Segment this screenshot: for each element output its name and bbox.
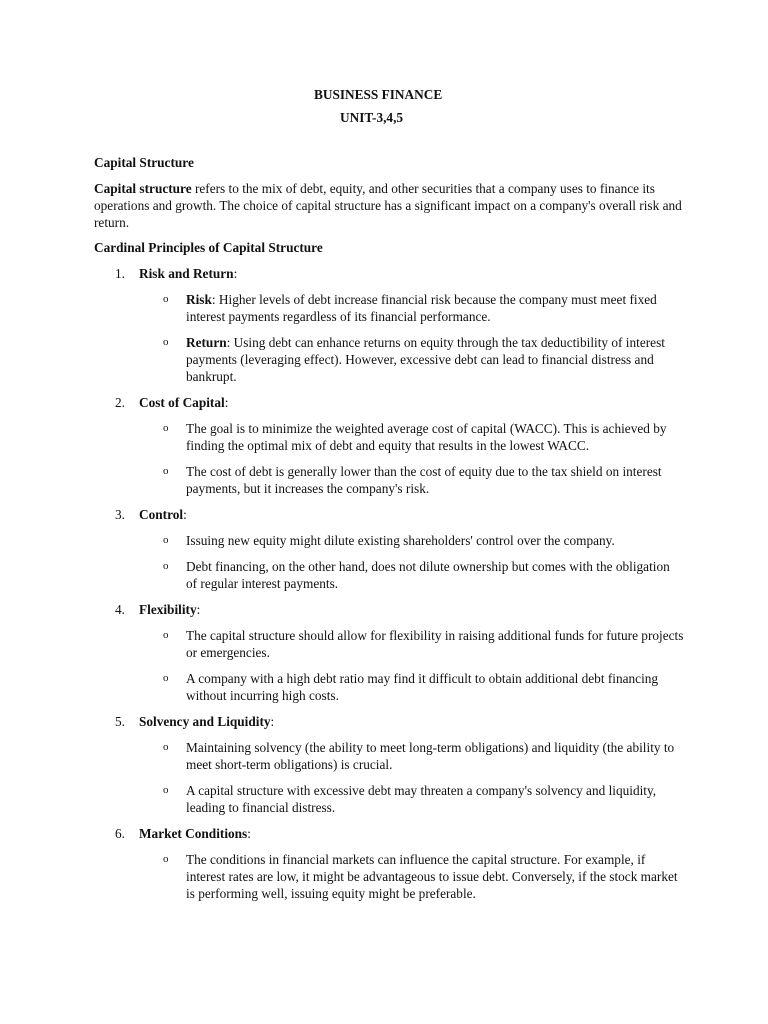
principle-title bbox=[139, 601, 684, 618]
principle-bullets bbox=[139, 739, 684, 816]
principle-item bbox=[94, 394, 684, 497]
principle-number: 2. bbox=[115, 395, 125, 410]
principle-number: 5. bbox=[115, 714, 125, 729]
section-heading: Capital Structure bbox=[94, 155, 194, 170]
principle-number: 4. bbox=[115, 602, 125, 617]
bullet-text: : Using debt can enhance returns on equity through the tax deductibility of interest payments (leveraging effect). However, excessive debt can lead to financial distress and bankrupt. bbox=[186, 335, 665, 384]
bullet-text: The cost of debt is generally lower than the cost of equity due to the tax shield on interest payments, but it increases the company's risk. bbox=[186, 464, 662, 496]
principle-title-suffix: : bbox=[270, 714, 275, 729]
circle-bullet-icon: o bbox=[163, 465, 169, 477]
principles-list bbox=[94, 265, 684, 902]
document-subtitle: UNIT-3,4,5 bbox=[340, 110, 404, 125]
principle-title-text: Solvency and Liquidity bbox=[139, 714, 271, 729]
principles-heading: Cardinal Principles of Capital Structure bbox=[94, 240, 323, 255]
principle-number: 3. bbox=[115, 507, 125, 522]
circle-bullet-icon: o bbox=[163, 422, 169, 434]
principle-item bbox=[94, 601, 684, 704]
bullet-item bbox=[139, 739, 684, 773]
principle-title-suffix: : bbox=[247, 826, 251, 841]
bullet-text: Debt financing, on the other hand, does not dilute ownership but comes with the obligation of regular interest payments. bbox=[186, 559, 670, 591]
principle-item bbox=[94, 506, 684, 592]
bullet-text: A capital structure with excessive debt may threaten a company's solvency and liquidity, leading to financial distress. bbox=[186, 783, 657, 815]
bullet-item bbox=[139, 558, 684, 592]
circle-bullet-icon: o bbox=[163, 853, 169, 865]
bullet-item bbox=[139, 670, 684, 704]
principle-number: 1. bbox=[115, 266, 125, 281]
principle-title bbox=[139, 713, 684, 730]
bullet-text: The conditions in financial markets can influence the capital structure. For example, if interest rates are low, it might be advantageous to issue debt. Conversely, if the stock market is performing well, issuing equity might be preferable. bbox=[186, 852, 678, 901]
principle-title-text: Flexibility bbox=[139, 602, 197, 617]
principle-number: 6. bbox=[115, 826, 125, 841]
bullet-text: A company with a high debt ratio may find it difficult to obtain additional debt financing without incurring high costs. bbox=[186, 671, 659, 703]
bullet-lead-term: Risk bbox=[186, 292, 212, 307]
principle-title bbox=[139, 506, 684, 523]
circle-bullet-icon: o bbox=[163, 784, 169, 796]
principle-title-suffix: : bbox=[224, 395, 229, 410]
intro-text: refers to the mix of debt, equity, and other securities that a company uses to finance its operations and growth. The choice of capital structure has a significant impact on a company's overall risk and return. bbox=[94, 181, 682, 230]
principle-title bbox=[139, 394, 684, 411]
bullet-item bbox=[139, 420, 684, 454]
circle-bullet-icon: o bbox=[163, 534, 169, 546]
bullet-lead-term: Return bbox=[186, 335, 227, 350]
bullet-text: The goal is to minimize the weighted average cost of capital (WACC). This is achieved by finding the optimal mix of debt and equity that results in the lowest WACC. bbox=[186, 421, 667, 453]
circle-bullet-icon: o bbox=[163, 741, 169, 753]
bullet-item bbox=[139, 851, 684, 902]
bullet-item bbox=[139, 291, 684, 325]
principle-title-text: Cost of Capital bbox=[139, 395, 225, 410]
document-page bbox=[94, 86, 684, 902]
document-title: BUSINESS FINANCE bbox=[314, 87, 443, 102]
principle-title-suffix: : bbox=[196, 602, 201, 617]
circle-bullet-icon: o bbox=[163, 629, 169, 641]
principle-item bbox=[94, 265, 684, 385]
bullet-item bbox=[139, 334, 684, 385]
circle-bullet-icon: o bbox=[163, 672, 169, 684]
bullet-item bbox=[139, 463, 684, 497]
principle-title-text: Market Conditions bbox=[139, 826, 248, 841]
principle-title-text: Risk and Return bbox=[139, 266, 234, 281]
circle-bullet-icon: o bbox=[163, 336, 169, 348]
bullet-text: : Higher levels of debt increase financial risk because the company must meet fixed interest payments regardless of its financial performance. bbox=[186, 292, 657, 324]
principle-title-text: Control bbox=[139, 507, 184, 522]
bullet-item bbox=[139, 627, 684, 661]
circle-bullet-icon: o bbox=[163, 293, 169, 305]
bullet-item bbox=[139, 782, 684, 816]
principle-title bbox=[139, 265, 684, 282]
bullet-item bbox=[139, 532, 684, 549]
principle-bullets bbox=[139, 420, 684, 497]
circle-bullet-icon: o bbox=[163, 560, 169, 572]
principle-title bbox=[139, 825, 684, 842]
bullet-text: Issuing new equity might dilute existing shareholders' control over the company. bbox=[186, 533, 615, 548]
principle-bullets bbox=[139, 851, 684, 902]
principle-title-suffix: : bbox=[183, 507, 187, 522]
principle-item bbox=[94, 713, 684, 816]
intro-lead-term: Capital structure bbox=[94, 181, 192, 196]
principle-item bbox=[94, 825, 684, 902]
principle-title-suffix: : bbox=[233, 266, 238, 281]
principle-bullets bbox=[139, 291, 684, 385]
bullet-text: The capital structure should allow for flexibility in raising additional funds for future projects or emergencies. bbox=[186, 628, 684, 660]
bullet-text: Maintaining solvency (the ability to meet long-term obligations) and liquidity (the ability to meet short-term obligations) is crucial. bbox=[186, 740, 675, 772]
principle-bullets bbox=[139, 627, 684, 704]
intro-paragraph bbox=[94, 180, 684, 231]
principle-bullets bbox=[139, 532, 684, 592]
